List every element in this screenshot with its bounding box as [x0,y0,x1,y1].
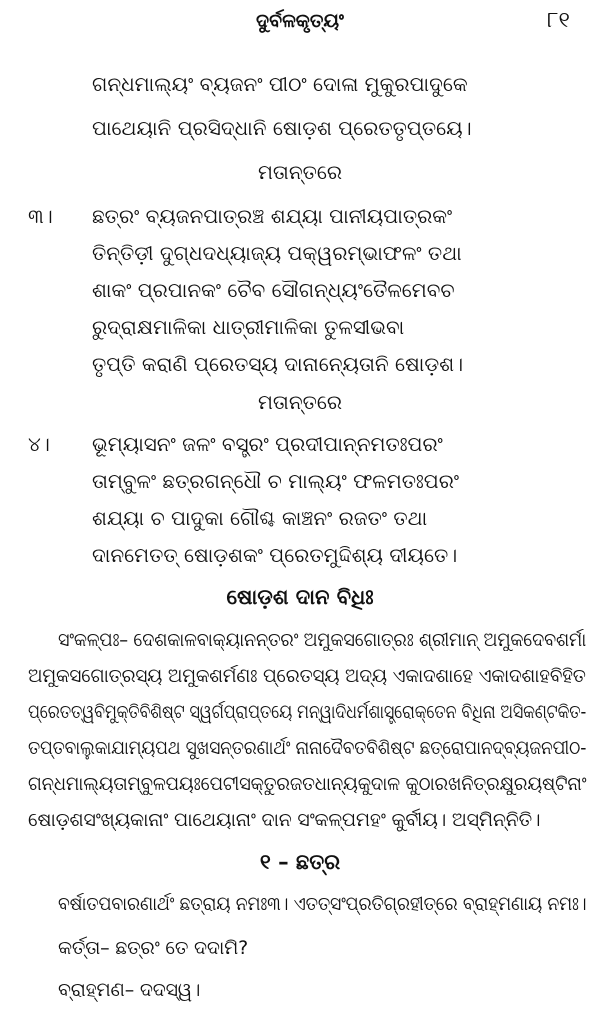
verse-line: ଦାନମେତତ୍ ଷୋଡ଼ଶକଂ ପ୍ରେତମୁଦ୍ଦିଶ୍ୟ ଦୀୟତେ। [92,543,458,567]
section-heading: ମତାନ୍ତରେ [257,160,343,184]
verse-number: ୩। [28,204,53,228]
verse-line: ତିନ୍ତିଡ଼ୀ ଦୁଗ୍ଧଦଧ୍ୟାଜ୍ୟ ପକ୍ୱରମ୍ଭାଫଳଂ ତଥା [92,241,462,265]
section-heading: ମତାନ୍ତରେ [257,390,343,414]
verse-line: ତାମ୍ବୁଳଂ ଛତ୍ରଗନ୍ଧୌ ଚ ମାଲ୍ୟଂ ଫଳମତଃପରଂ [92,469,460,493]
page-number: ୮୧ [547,8,570,33]
verse-line: ତୃପ୍ତି କରାଣି ପ୍ରେତସ୍ୟ ଦାନାନ୍ୟେତାନି ଷୋଡ଼ଶ। [92,352,464,376]
prose-line: ଷୋଡ଼ଶସଂଖ୍ୟକାନାଂ ପାଥେୟାନାଂ ଦାନ ସଂକଳ୍ପମହଂ କୁର୍ବୀୟ। ଅସ୍ମିନ୍ନିତି। [28,809,541,831]
verse-line: ରୁଦ୍ରାକ୍ଷମାଳିକା ଧାତ୍ରୀମାଳିକା ତୁଳସୀଭବା [92,315,405,339]
verse-line: ଭୂମ୍ୟାସନଂ ଜଳଂ ବସ୍ତ୍ରଂ ପ୍ରଦୀପାନ୍ନମତଃପରଂ [92,432,443,456]
prose-line: ଗନ୍ଧମାଲ୍ୟତାମ୍ବୁଳପୟଃପେଟୀସକ୍ତୁରଜତଧାନ୍ୟକୁଦାଳ କୁଠାରଖନିତ୍ରକ୍ଷୁରୟଷ୍ଟିନାଂ [28,773,587,795]
item-heading: ୧ – ଛତ୍ର [259,850,341,874]
prose-line: ବର୍ଷାତପବାରଣାର୍ଥଂ ଛତ୍ରାୟ ନମଃ୩। ଏତତ୍‌ସଂପ୍ରତିଗ୍ରହୀତ୍ରେ ବ୍ରାହ୍ମଣାୟ ନମଃ। [58,893,587,915]
prose-line: କର୍ତ୍ତା– ଛତ୍ରଂ ତେ ଦଦାମି? [58,937,249,959]
section-heading: ଷୋଡ଼ଶ ଦାନ ବିଧିଃ [226,585,374,609]
verse-line: ଶାକଂ ପ୍ରପାନକଂ ଚୈବ ସୌଗନ୍ଧ୍ୟଂତୈଳମେବଚ [92,278,455,302]
verse-line: ପାଥେୟାନି ପ୍ରସିଦ୍ଧାନି ଷୋଡ଼ଶ ପ୍ରେତତୃପ୍ତୟେ। [92,116,472,140]
prose-line: ତପ୍ତବାଲୁକାଯାମ୍ୟପଥ ସୁଖସନ୍ତରଣାର୍ଥଂ ନାନାଦୈବତବିଶିଷ୍ଟ ଛତ୍ରୋପାନଦ୍ବ୍ୟଜନପୀଠ- [28,737,587,759]
verse-line: ଗନ୍ଧମାଲ୍ୟଂ ବ୍ୟଜନଂ ପୀଠଂ ଦୋଳା ମୁକୁରପାଦୁକେ [92,72,468,96]
verse-number: ୪। [28,432,50,456]
verse-line: ଶଯ୍ୟା ଚ ପାଦୁକା ଗୌଶ୍ଚ କାଞ୍ଚନଂ ରଜତଂ ତଥା [92,506,428,530]
prose-line: ପ୍ରେତତ୍ୱବିମୁକ୍ତିବିଶିଷ୍ଟ ସ୍ୱର୍ଗପ୍ରାପ୍ତୟେ ମନ୍ୱାଦିଧର୍ମଶାସ୍ତ୍ରୋକ୍ତେନ ବିଧିନା ଅସିକଣ୍ଟକିତ- [28,701,587,723]
prose-line: ବ୍ରାହ୍ମଣ– ଦଦସ୍ୱ। [58,979,201,1001]
prose-line: ଅମୁକସଗୋତ୍ରସ୍ୟ ଅମୁକଶର୍ମଣଃ ପ୍ରେତସ୍ୟ ଅଦ୍ୟ ଏକାଦଶାହେ ଏକାଦଶାହବିହିତ [28,665,586,687]
prose-line: ସଂକଳ୍ପଃ– ଦେଶକାଳବାକ୍ୟାନନ୍ତରଂ ଅମୁକସଗୋତ୍ରଃ ଶ୍ରୀମାନ୍ ଅମୁକଦେବଶର୍ମା [58,629,587,651]
verse-line: ଛତ୍ରଂ ବ୍ୟଜନପାତ୍ରଞ୍ଚ ଶଯ୍ୟା ପାନୀୟପାତ୍ରକଂ [92,204,453,228]
running-title: ଦୁର୍ବଳକୃତ୍ୟଂ [256,10,344,32]
